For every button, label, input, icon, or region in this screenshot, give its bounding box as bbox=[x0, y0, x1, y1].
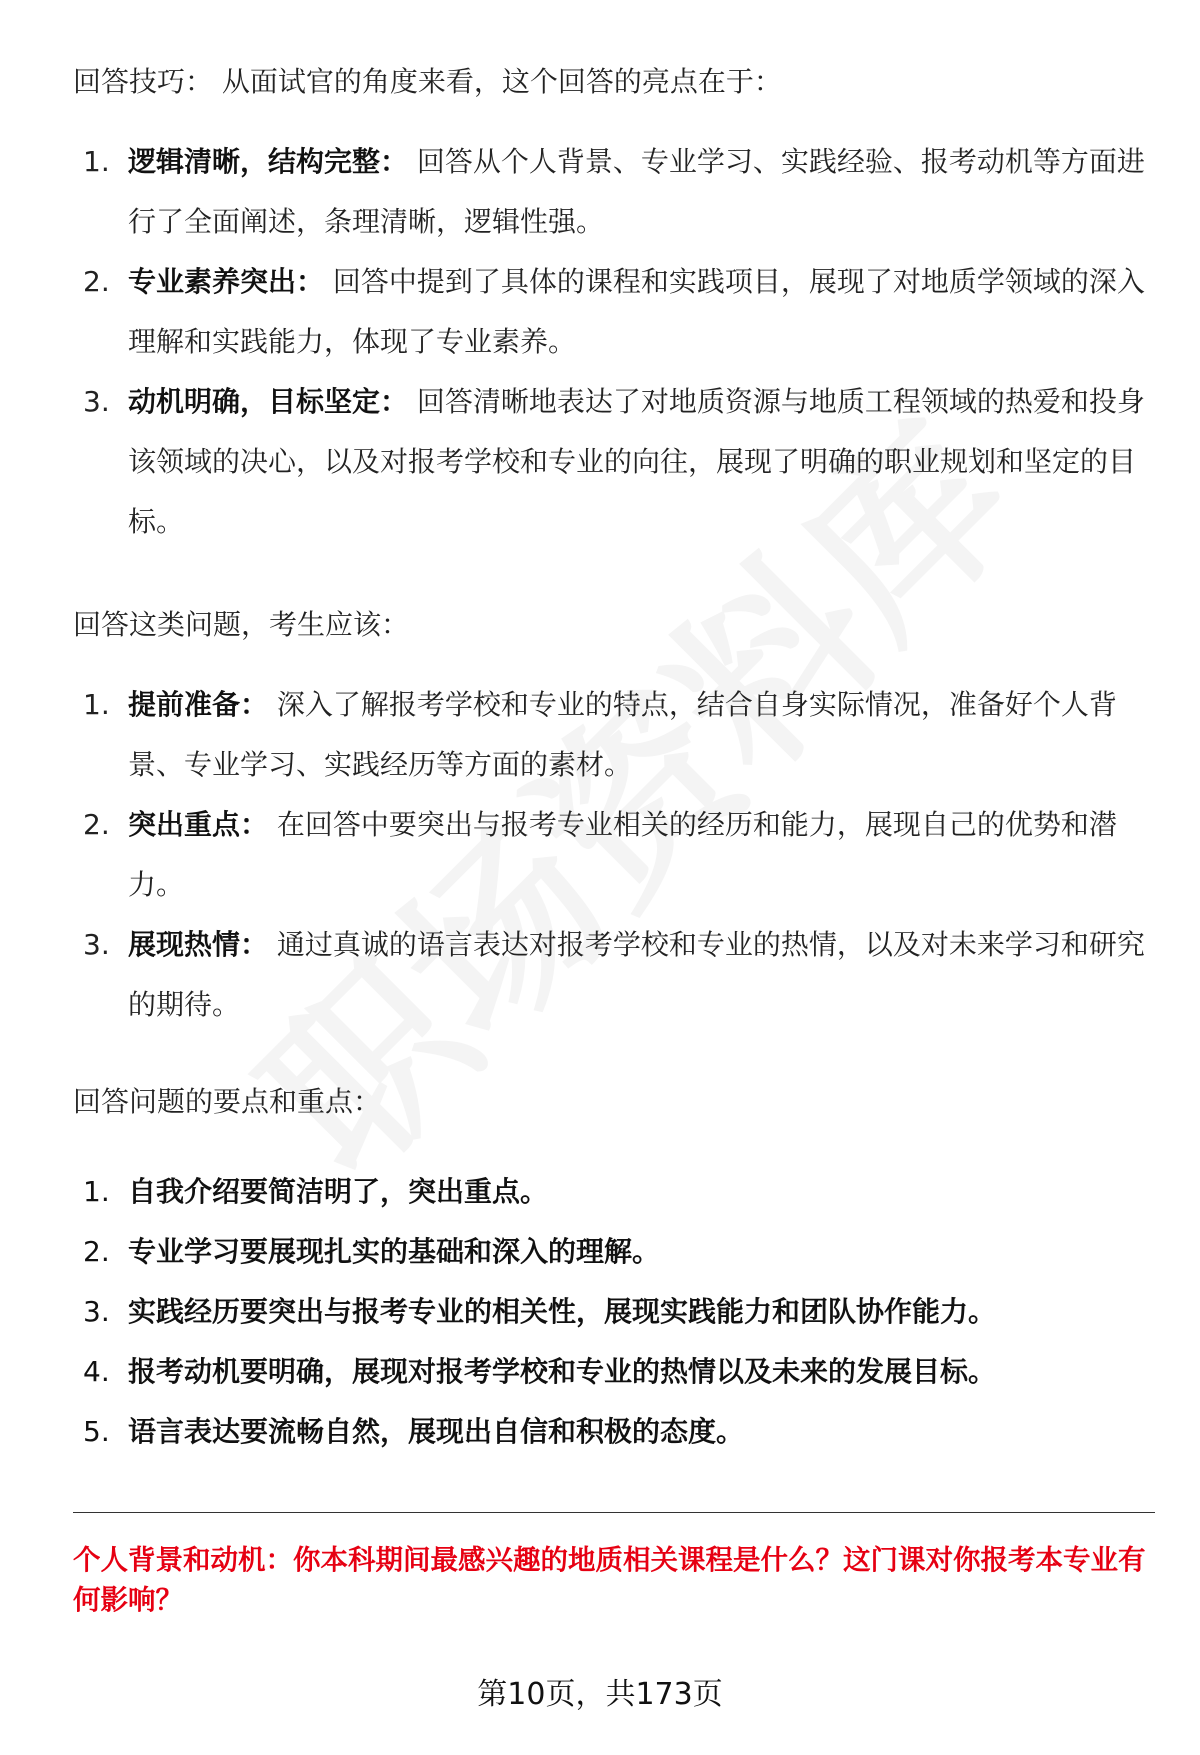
list-item-title: 突出重点： bbox=[128, 808, 269, 841]
list-item-text: 回答从个人背景、专业学习、实践经验、报考动机等方面进行了全面阐述，条理清晰，逻辑性强。 bbox=[128, 145, 1145, 238]
list-item-text: 语言表达要流畅自然，展现出自信和积极的态度。 bbox=[128, 1415, 745, 1448]
list-item-text: 专业学习要展现扎实的基础和深入的理解。 bbox=[128, 1235, 661, 1268]
list-item-text: 回答清晰地表达了对地质资源与地质工程领域的热爱和投身该领域的决心，以及对报考学校和专业的向往，展现了明确的职业规划和坚定的目标。 bbox=[128, 385, 1145, 538]
list-number: 4. bbox=[83, 1355, 110, 1388]
list-item-title: 专业素养突出： bbox=[128, 265, 325, 298]
list-item-text: 在回答中要突出与报考专业相关的经历和能力，展现自己的优势和潜力。 bbox=[128, 808, 1117, 901]
list-number: 1. bbox=[83, 688, 110, 721]
keypoints-list bbox=[73, 1162, 1153, 1462]
list-number: 1. bbox=[83, 1175, 110, 1208]
list-number: 5. bbox=[83, 1415, 110, 1448]
list-item bbox=[73, 372, 1153, 552]
list-item bbox=[73, 795, 1153, 915]
list-item bbox=[73, 1342, 1153, 1402]
list-item bbox=[73, 1402, 1153, 1462]
highlights-list bbox=[73, 132, 1153, 552]
list-item bbox=[73, 132, 1153, 252]
list-item-title: 逻辑清晰，结构完整： bbox=[128, 145, 409, 178]
section-intro-keypoints: 回答问题的要点和重点： bbox=[73, 1085, 382, 1118]
list-item-text: 实践经历要突出与报考专业的相关性，展现实践能力和团队协作能力。 bbox=[128, 1295, 997, 1328]
advice-list bbox=[73, 675, 1153, 1035]
list-item bbox=[73, 1282, 1153, 1342]
section-intro-advice: 回答这类问题，考生应该： bbox=[73, 608, 410, 641]
section-divider bbox=[73, 1512, 1155, 1513]
list-number: 3. bbox=[83, 385, 110, 418]
list-item bbox=[73, 252, 1153, 372]
list-number: 2. bbox=[83, 808, 110, 841]
list-item-text: 自我介绍要简洁明了，突出重点。 bbox=[128, 1175, 549, 1208]
section-intro-highlights: 回答技巧： 从面试官的角度来看，这个回答的亮点在于： bbox=[73, 65, 782, 98]
list-number: 2. bbox=[83, 1235, 110, 1268]
list-item-text: 通过真诚的语言表达对报考学校和专业的热情，以及对未来学习和研究的期待。 bbox=[128, 928, 1145, 1021]
list-item-text: 深入了解报考学校和专业的特点，结合自身实际情况，准备好个人背景、专业学习、实践经历等方面的素材。 bbox=[128, 688, 1117, 781]
list-item bbox=[73, 915, 1153, 1035]
list-item-title: 动机明确，目标坚定： bbox=[128, 385, 409, 418]
list-item-text: 回答中提到了具体的课程和实践项目，展现了对地质学领域的深入理解和实践能力，体现了专业素养。 bbox=[128, 265, 1145, 358]
list-number: 2. bbox=[83, 265, 110, 298]
list-item-title: 提前准备： bbox=[128, 688, 269, 721]
list-number: 3. bbox=[83, 928, 110, 961]
list-item bbox=[73, 1162, 1153, 1222]
page-number-footer: 第10页，共173页 bbox=[477, 1677, 723, 1712]
list-number: 3. bbox=[83, 1295, 110, 1328]
next-question-heading: 个人背景和动机：你本科期间最感兴趣的地质相关课程是什么？这门课对你报考本专业有何影响？ bbox=[73, 1544, 1146, 1616]
list-item bbox=[73, 675, 1153, 795]
list-item-title: 展现热情： bbox=[128, 928, 269, 961]
list-item bbox=[73, 1222, 1153, 1282]
list-number: 1. bbox=[83, 145, 110, 178]
list-item-text: 报考动机要明确，展现对报考学校和专业的热情以及未来的发展目标。 bbox=[128, 1355, 997, 1388]
